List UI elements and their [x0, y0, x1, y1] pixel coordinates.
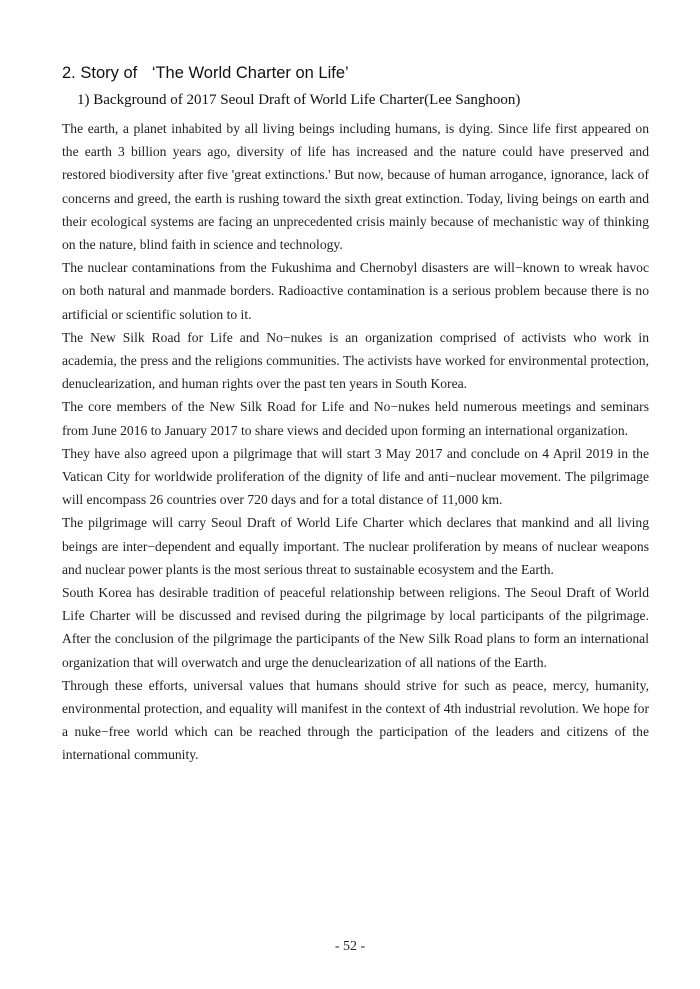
- body-text: [62, 117, 649, 767]
- paragraph: The earth, a planet inhabited by all living beings including humans, is dying. Since life first appeared on the earth 3 billion years ago, diversity of life has increased and the nature could have preserved and restored biodiversity after five 'great extinctions.' But now, because of human arrogance, ignorance, lack of concerns and greed, the earth is rushing toward the sixth great extinction. Today, living beings on earth and their ecological systems are facing an unprecedented crisis mainly because of mechanistic way of thinking on the nature, blind faith in science and technology.: [62, 121, 649, 253]
- paragraph: The core members of the New Silk Road for Life and No−nukes held numerous meetings and seminars from June 2016 to January 2017 to share views and decided upon forming an international organization.: [62, 399, 649, 438]
- section-title-quoted: ‘The World Charter on Life’: [151, 64, 349, 82]
- paragraph: Through these efforts, universal values that humans should strive for such as peace, mercy, humanity, environmental protection, and equality will manifest in the context of 4th industrial revolution. We hope for a nuke−free world which can be reached through the participation of the leaders and citizens of the international community.: [62, 677, 649, 763]
- paragraph: The New Silk Road for Life and No−nukes is an organization comprised of activists who work in academia, the press and the religions communities. The activists have worked for environmental protection, denuclearization, and human rights over the past ten years in South Korea.: [62, 329, 649, 392]
- paragraph: The pilgrimage will carry Seoul Draft of World Life Charter which declares that mankind and all living beings are inter−dependent and equally important. The nuclear proliferation by means of nuclear weapons and nuclear power plants is the most serious threat to sustainable ecosystem and the Earth.: [62, 515, 649, 577]
- section-number: 2.: [62, 64, 76, 82]
- paragraph: The nuclear contaminations from the Fukushima and Chernobyl disasters are will−known to wreak havoc on both natural and manmade borders. Radioactive contamination is a serious problem because there is no artificial or scientific solution to it.: [62, 260, 649, 322]
- subsection-heading: 1) Background of 2017 Seoul Draft of World Life Charter(Lee Sanghoon): [77, 92, 521, 108]
- paragraph: South Korea has desirable tradition of peaceful relationship between religions. The Seoul Draft of World Life Charter will be discussed and revised during the pilgrimage by local participants of the pilgrimage. After the conclusion of the pilgrimage the participants of the New Silk Road plans to form an international organization that will overwatch and urge the denuclearization of all nations of the Earth.: [62, 585, 649, 670]
- section-title-prefix: Story of: [80, 64, 138, 82]
- paragraph: They have also agreed upon a pilgrimage that will start 3 May 2017 and conclude on 4 April 2019 in the Vatican City for worldwide proliferation of the dignity of life and anti−nuclear movement. The pilgrimage will encompass 26 countries over 720 days and for a total distance of 11,000 km.: [62, 445, 649, 508]
- page-number: - 52 -: [334, 939, 366, 954]
- section-heading: [62, 64, 349, 83]
